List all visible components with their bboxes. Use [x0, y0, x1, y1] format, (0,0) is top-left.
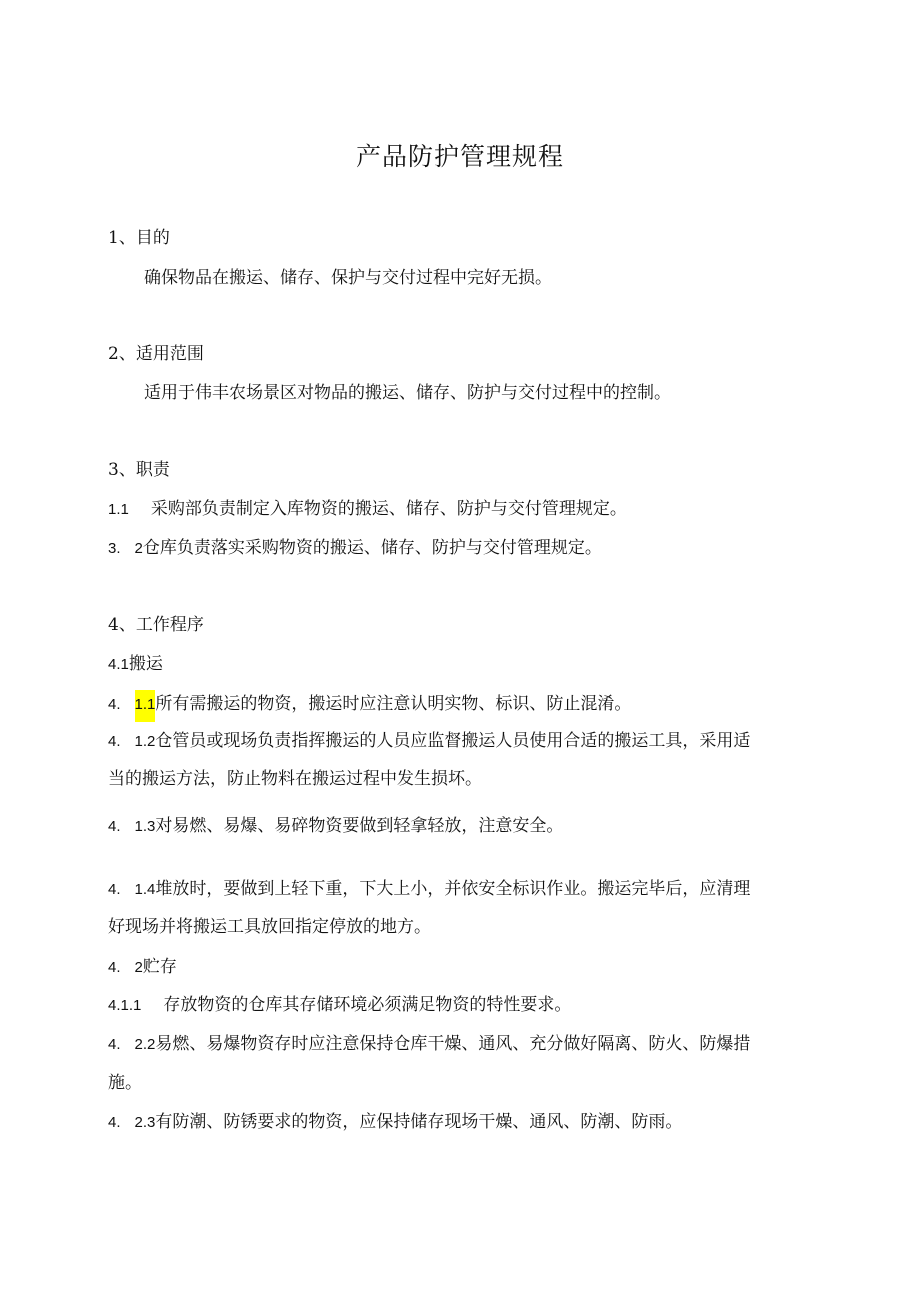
- item-number: 4.: [108, 1114, 121, 1131]
- subsection-heading-handling: [108, 652, 163, 677]
- procedure-item-4-2-2: [108, 1032, 750, 1057]
- item-number: 4.: [108, 881, 121, 898]
- item-number: 4.: [108, 818, 121, 835]
- subsection-heading-storage: [108, 955, 177, 980]
- item-text: 仓管员或现场负责指挥搬运的人员应监督搬运人员使用合适的搬运工具，采用适: [155, 731, 751, 751]
- procedure-item-4-1-4: [108, 877, 750, 902]
- item-text: 堆放时，要做到上轻下重，下大上小，并依安全标识作业。搬运完毕后，应清理: [155, 879, 751, 899]
- item-text: 有防潮、防锈要求的物资，应保持储存现场干燥、通风、防潮、防雨。: [155, 1112, 683, 1132]
- procedure-item-4-2-2-continued: 施。: [108, 1073, 142, 1093]
- item-subnumber: 2: [134, 540, 143, 557]
- item-number: 4.: [108, 733, 121, 750]
- procedure-item-4-1-3: [108, 814, 563, 839]
- item-subnumber: 1.4: [134, 881, 156, 898]
- section-body-purpose: 确保物品在搬运、储存、保护与交付过程中完好无损。: [144, 268, 552, 288]
- item-number: 3.: [108, 540, 121, 557]
- procedure-item-4-1-1-storage: [108, 993, 571, 1018]
- procedure-item-4-2-3: [108, 1110, 682, 1135]
- highlighted-item-subnumber: 1.1: [135, 690, 156, 722]
- item-subnumber: 1.2: [134, 733, 156, 750]
- item-text: 易燃、易爆物资存时应注意保持仓库干燥、通风、充分做好隔离、防火、防爆措: [155, 1034, 751, 1054]
- section-heading-procedure: 4、工作程序: [108, 615, 204, 635]
- responsibility-item-1: [108, 497, 627, 522]
- page-title: 产品防护管理规程: [355, 142, 564, 171]
- item-number: 4.: [108, 959, 121, 976]
- procedure-item-4-1-2-continued: 当的搬运方法，防止物料在搬运过程中发生损坏。: [108, 769, 482, 789]
- item-text: 所有需搬运的物资，搬运时应注意认明实物、标识、防止混淆。: [155, 694, 632, 714]
- item-text: 仓库负责落实采购物资的搬运、储存、防护与交付管理规定。: [142, 538, 602, 558]
- procedure-item-4-1-4-continued: 好现场并将搬运工具放回指定停放的地方。: [108, 917, 431, 937]
- section-body-scope: 适用于伟丰农场景区对物品的搬运、储存、防护与交付过程中的控制。: [144, 383, 671, 403]
- item-text: 贮存: [142, 957, 177, 977]
- item-text: 搬运: [128, 654, 163, 674]
- procedure-item-4-1-1: [108, 690, 631, 722]
- item-number: 1.1: [108, 501, 129, 518]
- item-subnumber: 2.2: [134, 1036, 156, 1053]
- item-subnumber: 2: [134, 959, 143, 976]
- item-text: 采购部负责制定入库物资的搬运、储存、防护与交付管理规定。: [150, 499, 627, 519]
- item-subnumber: 2.3: [134, 1114, 156, 1131]
- item-number: 4.: [108, 1036, 121, 1053]
- item-text: 对易燃、易爆、易碎物资要做到轻拿轻放，注意安全。: [155, 816, 564, 836]
- procedure-item-4-1-2: [108, 729, 750, 754]
- item-number: 4.: [108, 696, 121, 713]
- item-number: 4.1.1: [108, 997, 142, 1014]
- item-subnumber: 1.3: [134, 818, 156, 835]
- item-text: 存放物资的仓库其存储环境必须满足物资的特性要求。: [163, 995, 572, 1015]
- section-heading-responsibilities: 3、职责: [108, 460, 170, 480]
- section-heading-purpose: 1、目的: [108, 228, 170, 248]
- responsibility-item-2: [108, 536, 602, 561]
- section-heading-scope: 2、适用范围: [108, 344, 204, 364]
- item-number: 4.1: [108, 656, 129, 673]
